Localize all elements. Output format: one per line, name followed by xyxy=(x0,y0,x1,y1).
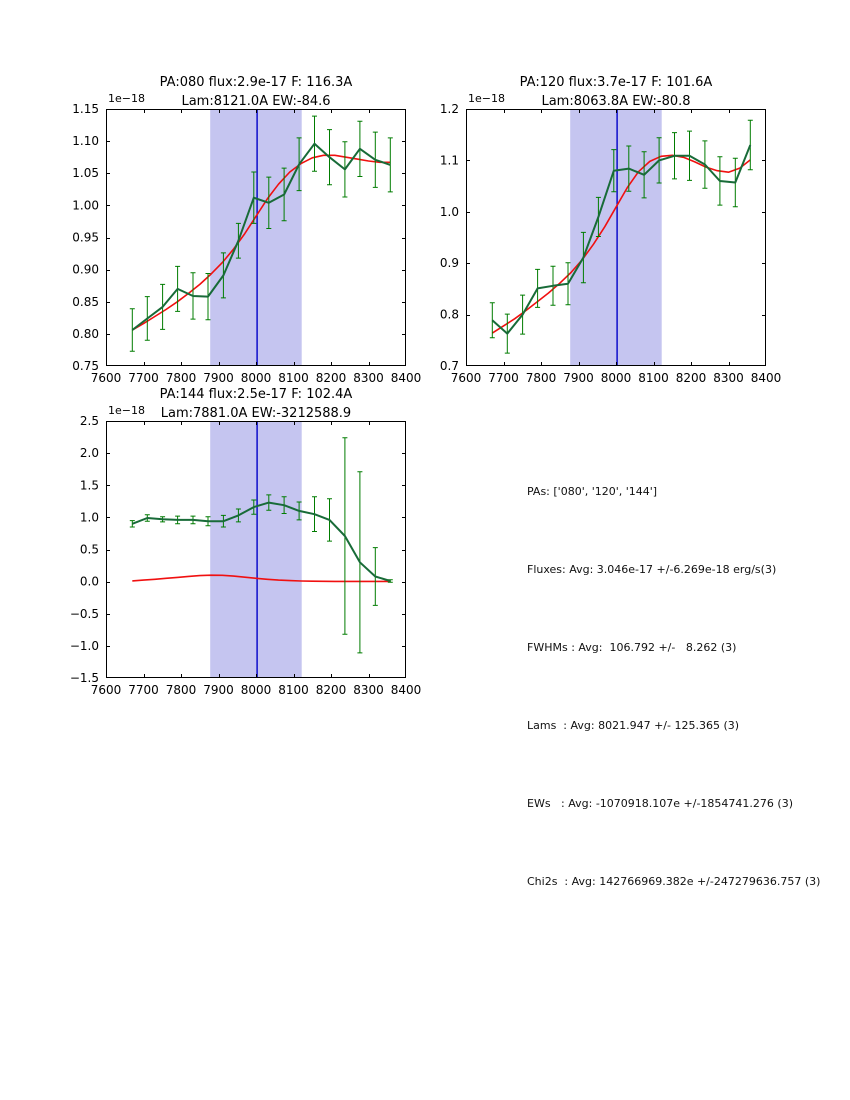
x-tick-label: 8400 xyxy=(390,371,422,385)
y-tick-label: 1.10 xyxy=(72,134,99,149)
y-tick-label: 0.80 xyxy=(72,326,99,341)
x-tick-label: 8300 xyxy=(353,371,384,385)
highlight-band xyxy=(210,109,302,366)
spectrum-plot-pa120-svg xyxy=(439,102,782,385)
stats-line-pas: PAs: ['080', '120', '144'] xyxy=(527,485,658,498)
stats-line-lams: Lams : Avg: 8021.947 +/- 125.365 (3) xyxy=(527,719,740,732)
y-tick-label: −1.5 xyxy=(69,671,99,685)
y-tick-label: 0.0 xyxy=(79,574,99,589)
spectrum-plot-pa080-svg xyxy=(72,102,422,385)
x-tick-label: 8000 xyxy=(600,371,632,385)
y-tick-label: 1.15 xyxy=(72,102,99,116)
x-tick-label: 7600 xyxy=(90,371,122,385)
y-axis-offset-pa144: 1e−18 xyxy=(108,404,145,417)
y-tick-label: 0.9 xyxy=(439,256,459,271)
y-tick-label: 1.2 xyxy=(439,102,459,116)
y-tick-label: 0.7 xyxy=(439,359,459,373)
x-tick-label: 7800 xyxy=(165,371,197,385)
stats-line-ews: EWs : Avg: -1070918.107e +/-1854741.276 (3) xyxy=(527,797,793,810)
y-tick-label: 2.5 xyxy=(79,414,99,428)
y-axis-offset-pa120: 1e−18 xyxy=(468,92,505,105)
x-tick-label: 8100 xyxy=(278,371,309,385)
plot-title-pa144 xyxy=(106,385,406,423)
x-tick-label: 7900 xyxy=(203,371,234,385)
y-tick-label: 0.85 xyxy=(72,294,99,309)
y-tick-label: 0.90 xyxy=(72,262,99,277)
x-tick-label: 7700 xyxy=(488,371,519,385)
highlight-band xyxy=(210,421,302,678)
y-axis-offset-pa080: 1e−18 xyxy=(108,92,145,105)
x-tick-label: 7700 xyxy=(128,683,159,697)
highlight-band xyxy=(570,109,662,366)
y-tick-label: 1.00 xyxy=(72,198,99,213)
x-tick-label: 8100 xyxy=(638,371,669,385)
x-tick-label: 8000 xyxy=(240,683,272,697)
x-tick-label: 8100 xyxy=(278,683,309,697)
title-line-2: Lam:8063.8A EW:-80.8 xyxy=(541,94,691,109)
spectrum-plot-pa144-svg xyxy=(69,414,422,697)
plot-title-pa120 xyxy=(466,73,766,111)
x-tick-label: 8300 xyxy=(713,371,744,385)
x-tick-label: 7600 xyxy=(450,371,482,385)
title-line-2: Lam:8121.0A EW:-84.6 xyxy=(181,94,331,109)
y-tick-label: 0.8 xyxy=(439,307,459,322)
x-tick-label: 8400 xyxy=(750,371,782,385)
y-tick-label: 1.05 xyxy=(72,166,99,181)
x-tick-label: 8000 xyxy=(240,371,272,385)
stats-line-fluxes: Fluxes: Avg: 3.046e-17 +/-6.269e-18 erg/s(3) xyxy=(527,563,777,576)
y-tick-label: 1.1 xyxy=(439,153,459,168)
y-tick-label: 1.5 xyxy=(79,478,99,493)
x-tick-label: 7800 xyxy=(525,371,557,385)
y-tick-label: 1.0 xyxy=(79,510,99,525)
title-line-1: PA:120 flux:3.7e-17 F: 101.6A xyxy=(519,75,713,90)
stats-panel xyxy=(527,427,820,947)
x-tick-label: 8200 xyxy=(675,371,707,385)
x-tick-label: 7800 xyxy=(165,683,197,697)
plot-title-pa080 xyxy=(106,73,406,111)
y-tick-label: 0.75 xyxy=(72,359,99,373)
y-tick-label: −0.5 xyxy=(69,606,99,621)
x-tick-label: 7600 xyxy=(90,683,122,697)
x-tick-label: 8200 xyxy=(315,371,347,385)
y-tick-label: 0.95 xyxy=(72,230,99,245)
y-tick-label: 1.0 xyxy=(439,204,459,219)
stats-line-chi2s: Chi2s : Avg: 142766969.382e +/-247279636.757 (3) xyxy=(527,875,821,888)
title-line-1: PA:144 flux:2.5e-17 F: 102.4A xyxy=(159,387,353,402)
stats-line-fwhms: FWHMs : Avg: 106.792 +/- 8.262 (3) xyxy=(527,641,737,654)
spectrum-plot-pa144 xyxy=(69,414,422,697)
x-tick-label: 8300 xyxy=(353,683,384,697)
x-tick-label: 7900 xyxy=(203,683,234,697)
x-tick-label: 7900 xyxy=(563,371,594,385)
x-tick-label: 7700 xyxy=(128,371,159,385)
y-tick-label: 2.0 xyxy=(79,446,99,461)
spectrum-plot-pa080 xyxy=(72,102,422,385)
y-tick-label: −1.0 xyxy=(69,638,99,653)
y-tick-label: 0.5 xyxy=(79,542,99,557)
x-tick-label: 8200 xyxy=(315,683,347,697)
x-tick-label: 8400 xyxy=(390,683,422,697)
title-line-1: PA:080 flux:2.9e-17 F: 116.3A xyxy=(159,75,353,90)
title-line-2: Lam:7881.0A EW:-3212588.9 xyxy=(160,406,352,421)
spectrum-plot-pa120 xyxy=(439,102,782,385)
